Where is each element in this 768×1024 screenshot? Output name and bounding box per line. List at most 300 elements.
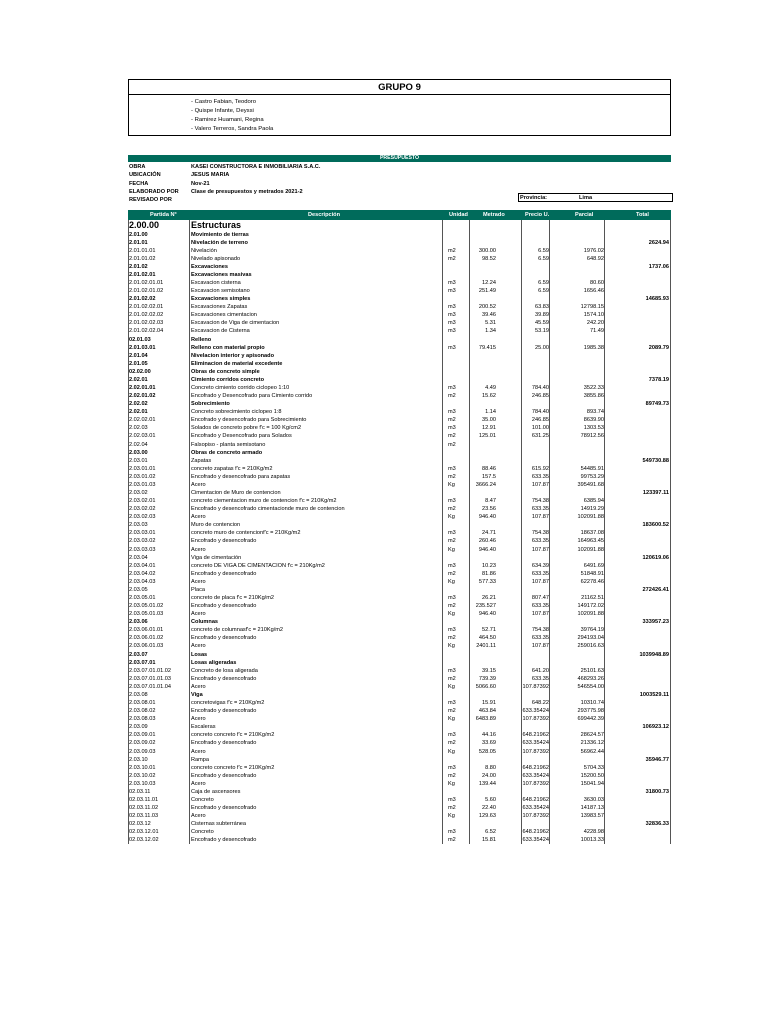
partida-cell: 2.03.02 bbox=[129, 490, 148, 496]
descripcion-cell: Encofrado y desencofrado bbox=[191, 837, 257, 844]
metrado-cell: 8.47 bbox=[485, 498, 496, 505]
unidad-cell: m3 bbox=[448, 409, 456, 416]
parcial-cell: 699442.39 bbox=[577, 716, 604, 723]
precio-cell: 633.35 bbox=[531, 675, 549, 682]
descripcion-cell: Concreto cimiento corrido ciclopeo 1:10 bbox=[191, 384, 290, 391]
partida-cell: 2.03.10 bbox=[129, 756, 148, 763]
table-row bbox=[128, 400, 671, 408]
descripcion-cell: Columnas bbox=[191, 619, 219, 626]
partida-cell: 02.03.11.02 bbox=[129, 805, 159, 812]
unidad-cell: m3 bbox=[448, 320, 456, 327]
unidad-cell: m2 bbox=[448, 506, 456, 513]
descripcion-cell: Acero bbox=[191, 578, 206, 585]
unidad-cell: m2 bbox=[448, 805, 456, 812]
metrado-cell: 44.16 bbox=[482, 732, 496, 739]
partida-cell: 2.03.09.02 bbox=[129, 740, 156, 747]
unidad-cell: m2 bbox=[448, 433, 456, 440]
table-row bbox=[128, 828, 671, 836]
descripcion-cell: Placa bbox=[191, 586, 205, 593]
parcial-cell: 5704.33 bbox=[583, 764, 604, 771]
partida-cell: 2.00.00 bbox=[129, 220, 160, 230]
partida-cell: 2.03.04 bbox=[129, 554, 148, 561]
descripcion-cell: Encofrado y Desencofrado para Cimiento corrido bbox=[191, 393, 313, 400]
partida-cell: 2.02.02 bbox=[129, 401, 148, 408]
unidad-cell: m3 bbox=[448, 627, 456, 634]
parcial-cell: 242.20 bbox=[586, 320, 604, 327]
descripcion-cell: Relleno bbox=[191, 336, 212, 343]
descripcion-cell: concreto concreto f'c = 210Kg/m2 bbox=[191, 732, 275, 739]
parcial-cell: 4228.98 bbox=[583, 829, 604, 836]
table-row bbox=[128, 764, 671, 772]
partida-cell: 2.03.06 bbox=[129, 619, 148, 626]
header-parcial: Parcial bbox=[575, 212, 594, 218]
partida-cell: 2.03.07.01 bbox=[129, 659, 156, 666]
partida-cell: 2.01.01 bbox=[129, 239, 148, 246]
unidad-cell: m3 bbox=[448, 304, 456, 311]
partida-cell: 2.03.08.01 bbox=[129, 700, 156, 707]
table-row bbox=[128, 529, 671, 537]
descripcion-cell: concreto de columnasf'c = 210Kg/m2 bbox=[191, 627, 284, 634]
table-row bbox=[128, 344, 671, 352]
descripcion-cell: Acero bbox=[191, 546, 206, 553]
metrado-cell: 3666.24 bbox=[475, 481, 496, 488]
descripcion-cell: Encofrado y desencofrado para Sobrecimiento bbox=[191, 417, 307, 424]
member-item: - Quispe Infante, Deyssi bbox=[191, 108, 254, 115]
parcial-cell: 71.49 bbox=[590, 328, 604, 335]
precio-cell: 39.89 bbox=[535, 312, 549, 319]
table-row bbox=[128, 473, 671, 481]
metrado-cell: 300.00 bbox=[478, 247, 496, 254]
unidad-cell: m3 bbox=[448, 796, 456, 803]
unidad-cell: m3 bbox=[448, 465, 456, 472]
descripcion-cell: Excavacion de Viga de cimentacion bbox=[191, 320, 280, 327]
parcial-cell: 54485.91 bbox=[580, 465, 604, 472]
precio-cell: 784.40 bbox=[531, 384, 549, 391]
parcial-cell: 10013.33 bbox=[580, 837, 604, 844]
unidad-cell: m2 bbox=[448, 837, 456, 844]
table-row bbox=[128, 311, 671, 319]
metrado-cell: 39.15 bbox=[482, 667, 496, 674]
metrado-cell: 1.14 bbox=[485, 409, 496, 416]
partida-cell: 02.03.11 bbox=[129, 788, 151, 795]
metrado-cell: 528.05 bbox=[478, 748, 496, 755]
parcial-cell: 80.60 bbox=[590, 279, 604, 286]
header-unidad: Unidad bbox=[449, 212, 468, 218]
precio-cell: 807.47 bbox=[531, 595, 549, 602]
descripcion-cell: Obras de concreto armado bbox=[191, 449, 263, 456]
descripcion-cell: Acero bbox=[191, 780, 206, 787]
precio-cell: 53.19 bbox=[535, 328, 549, 335]
unidad-cell: m3 bbox=[448, 425, 456, 432]
unidad-cell: m3 bbox=[448, 700, 456, 707]
precio-cell: 633.35424 bbox=[522, 772, 549, 779]
ubicacion-value: JESUS MARIA bbox=[191, 172, 230, 179]
table-row bbox=[128, 667, 671, 675]
partida-cell: 2.02.03.01 bbox=[129, 433, 156, 440]
unidad-cell: m2 bbox=[448, 603, 456, 610]
total-cell: 14685.93 bbox=[645, 296, 669, 303]
unidad-cell: m3 bbox=[448, 288, 456, 295]
partida-cell: 02.02.00 bbox=[129, 368, 151, 375]
table-row bbox=[128, 739, 671, 747]
table-row bbox=[128, 748, 671, 756]
partida-cell: 2.03.05.01.03 bbox=[129, 611, 164, 618]
provincia-value: Lima bbox=[579, 195, 593, 201]
table-row bbox=[128, 352, 671, 360]
precio-cell: 648.21962 bbox=[522, 796, 549, 803]
unidad-cell: m3 bbox=[448, 595, 456, 602]
precio-cell: 754.38 bbox=[531, 530, 549, 537]
descripcion-cell: Excavacion cisterna bbox=[191, 279, 241, 286]
total-cell: 89749.73 bbox=[645, 401, 669, 408]
descripcion-cell: Losas bbox=[191, 651, 208, 658]
parcial-cell: 39764.19 bbox=[580, 627, 604, 634]
descripcion-cell: Excavaciones Zapatas bbox=[191, 304, 248, 311]
parcial-cell: 149172.02 bbox=[577, 603, 604, 610]
unidad-cell: m3 bbox=[448, 732, 456, 739]
unidad-cell: m2 bbox=[448, 417, 456, 424]
partida-cell: 2.03.08.03 bbox=[129, 716, 156, 723]
total-cell: 183600.52 bbox=[642, 522, 669, 529]
precio-cell: 6.59 bbox=[538, 288, 549, 295]
table-row bbox=[128, 804, 671, 812]
parcial-cell: 395491.68 bbox=[577, 481, 604, 488]
precio-cell: 107.87392 bbox=[522, 780, 549, 787]
descripcion-cell: Nivelación bbox=[191, 247, 217, 254]
parcial-cell: 25101.63 bbox=[580, 667, 604, 674]
descripcion-cell: concreto concreto f'c = 210Kg/m2 bbox=[191, 764, 275, 771]
descripcion-cell: concreto DE VIGA DE CIMENTACION f'c = 210Kg/m2 bbox=[191, 562, 325, 569]
precio-cell: 107.87392 bbox=[522, 716, 549, 723]
members-list bbox=[191, 98, 273, 134]
descripcion-cell: Encofrado y desencofrado para zapatas bbox=[191, 473, 291, 480]
partida-cell: 02.03.11.01 bbox=[129, 796, 159, 803]
metrado-cell: 35.00 bbox=[482, 417, 496, 424]
descripcion-cell: Movimiento de tierras bbox=[191, 231, 249, 238]
metrado-cell: 6.52 bbox=[485, 829, 496, 836]
metrado-cell: 463.84 bbox=[478, 708, 496, 715]
table-row bbox=[128, 432, 671, 440]
table-row bbox=[128, 731, 671, 739]
table-row bbox=[128, 554, 671, 562]
partida-cell: 2.01.02.01.02 bbox=[129, 288, 164, 295]
partida-cell: 2.03.01.02 bbox=[129, 473, 156, 480]
presupuesto-banner bbox=[128, 155, 671, 162]
descripcion-cell: Cimiento corridos concreto bbox=[191, 376, 265, 383]
parcial-cell: 3630.03 bbox=[583, 796, 604, 803]
header-precio: Precio U. bbox=[525, 212, 550, 218]
precio-cell: 107.87392 bbox=[522, 683, 549, 690]
revisado-label: REVISADO POR bbox=[129, 197, 172, 204]
unidad-cell: m2 bbox=[448, 635, 456, 642]
precio-cell: 633.35424 bbox=[522, 805, 549, 812]
table-row bbox=[128, 715, 671, 723]
partida-cell: 2.03.05 bbox=[129, 586, 148, 593]
descripcion-cell: Excavacion semisotano bbox=[191, 288, 250, 295]
precio-cell: 648.21962 bbox=[522, 764, 549, 771]
metrado-cell: 10.23 bbox=[482, 562, 496, 569]
descripcion-cell: Nivelado apisonado bbox=[191, 255, 241, 262]
table-header bbox=[128, 210, 671, 220]
descripcion-cell: Nivelación de terreno bbox=[191, 239, 248, 246]
metrado-cell: 12.91 bbox=[482, 425, 496, 432]
unidad-cell: m2 bbox=[448, 740, 456, 747]
partida-cell: 2.03.10.03 bbox=[129, 780, 156, 787]
table-row bbox=[128, 255, 671, 263]
partida-cell: 2.03.05.01 bbox=[129, 595, 156, 602]
table-row bbox=[128, 683, 671, 691]
group-title bbox=[128, 79, 671, 95]
table-row bbox=[128, 271, 671, 279]
header-partida: Partida N° bbox=[150, 212, 177, 218]
precio-cell: 633.35 bbox=[531, 538, 549, 545]
partida-cell: 2.03.06.01.03 bbox=[129, 643, 164, 650]
unidad-cell: m2 bbox=[448, 255, 456, 262]
parcial-cell: 1574.10 bbox=[583, 312, 604, 319]
descripcion-cell: Viga de cimentación bbox=[191, 554, 242, 561]
table-row bbox=[128, 457, 671, 465]
parcial-cell: 102091.88 bbox=[577, 514, 604, 521]
descripcion-cell: Excavaciones masivas bbox=[191, 271, 252, 278]
descripcion-cell: Encofrado y desencofrado bbox=[191, 538, 257, 545]
descripcion-cell: Excavaciones cimentacion bbox=[191, 312, 257, 319]
table-row bbox=[128, 537, 671, 545]
ubicacion-label: UBICACIÓN bbox=[129, 172, 161, 179]
total-cell: 2089.79 bbox=[648, 344, 669, 351]
partida-cell: 02.03.12.02 bbox=[129, 837, 159, 844]
parcial-cell: 15041.94 bbox=[580, 780, 604, 787]
table-row bbox=[128, 634, 671, 642]
unidad-cell: Kg bbox=[448, 813, 455, 820]
parcial-cell: 21162.51 bbox=[581, 595, 604, 602]
parcial-cell: 21336.12 bbox=[580, 740, 604, 747]
partida-cell: 2.03.07.01.01.04 bbox=[129, 683, 171, 690]
partida-cell: 2.02.03 bbox=[129, 425, 148, 432]
table-row bbox=[128, 820, 671, 828]
partida-cell: 2.01.02.02.04 bbox=[129, 328, 164, 335]
partida-cell: 2.03.07 bbox=[129, 651, 148, 658]
partida-cell: 2.01.02.02.03 bbox=[129, 320, 164, 327]
descripcion-cell: Excavaciones simples bbox=[191, 296, 251, 303]
unidad-cell: Kg bbox=[448, 611, 455, 618]
table-row bbox=[128, 691, 671, 699]
table-row bbox=[128, 319, 671, 327]
parcial-cell: 259016.63 bbox=[577, 643, 604, 650]
precio-cell: 107.87 bbox=[531, 643, 549, 650]
table-row bbox=[128, 441, 671, 449]
metrado-cell: 33.69 bbox=[482, 740, 496, 747]
parcial-cell: 294193.04 bbox=[577, 635, 604, 642]
parcial-cell: 293775.98 bbox=[577, 708, 604, 715]
descripcion-cell: Nivelacion interior y apisonado bbox=[191, 352, 274, 359]
budget-sheet bbox=[128, 79, 671, 844]
descripcion-cell: Caja de ascensores bbox=[191, 788, 241, 795]
metrado-cell: 200.52 bbox=[478, 304, 496, 311]
precio-cell: 107.87 bbox=[531, 611, 549, 618]
total-cell: 120619.06 bbox=[642, 554, 669, 561]
metrado-cell: 2401.11 bbox=[476, 643, 496, 650]
unidad-cell: m3 bbox=[448, 344, 456, 351]
table-row bbox=[128, 578, 671, 586]
table-row bbox=[128, 497, 671, 505]
member-item: - Castro Fabian, Teodoro bbox=[191, 99, 257, 105]
total-cell: 7378.19 bbox=[648, 376, 669, 383]
parcial-cell: 1985.38 bbox=[583, 344, 604, 351]
table-row bbox=[128, 521, 671, 529]
table-row bbox=[128, 586, 671, 594]
table-row bbox=[128, 772, 671, 780]
total-cell: 31800.73 bbox=[645, 788, 669, 795]
partida-cell: 2.03.06.01.02 bbox=[129, 635, 164, 642]
metrado-cell: 12.24 bbox=[482, 279, 496, 286]
unidad-cell: Kg bbox=[448, 716, 455, 723]
metrado-cell: 125.01 bbox=[478, 433, 496, 440]
metrado-cell: 52.71 bbox=[482, 627, 496, 634]
descripcion-cell: Acero bbox=[191, 481, 206, 488]
metrado-cell: 260.46 bbox=[478, 538, 496, 545]
table-row bbox=[128, 780, 671, 788]
precio-cell: 246.85 bbox=[531, 393, 549, 400]
descripcion-cell: Concreto de losa aligerada bbox=[191, 667, 258, 674]
partida-cell: 2.01.02.01 bbox=[129, 271, 156, 278]
metrado-cell: 15.81 bbox=[482, 837, 496, 844]
descripcion-cell: Encofrado y desencofrado bbox=[191, 570, 257, 577]
partida-cell: 2.01.00 bbox=[129, 231, 148, 238]
partida-cell: 2.03.07.01.01.03 bbox=[129, 675, 171, 682]
unidad-cell: Kg bbox=[448, 481, 455, 488]
descripcion-cell: Encofrado y Desencofrado para Solados bbox=[191, 433, 292, 440]
unidad-cell: m3 bbox=[448, 328, 456, 335]
descripcion-cell: Encofrado y desencofrado cimentacionde muro de contencion bbox=[191, 506, 345, 513]
parcial-cell: 13983.57 bbox=[580, 813, 604, 820]
descripcion-cell: concretovigas f'c = 210Kg/m2 bbox=[191, 700, 265, 707]
parcial-cell: 164963.45 bbox=[577, 538, 604, 545]
header-descripcion: Descripción bbox=[308, 212, 341, 218]
table-row bbox=[128, 465, 671, 473]
descripcion-cell: Concreto bbox=[191, 829, 214, 836]
metrado-cell: 23.56 bbox=[482, 506, 496, 513]
table-row bbox=[128, 220, 671, 231]
table-row bbox=[128, 594, 671, 602]
partida-cell: 2.03.02.03 bbox=[129, 514, 156, 521]
parcial-cell: 893.74 bbox=[586, 409, 604, 416]
unidad-cell: m2 bbox=[448, 441, 456, 448]
unidad-cell: Kg bbox=[448, 643, 455, 650]
descripcion-cell: Falsopiso - planta semisotano bbox=[191, 441, 266, 448]
metrado-cell: 129.63 bbox=[478, 813, 496, 820]
metrado-cell: 5.31 bbox=[485, 320, 496, 327]
table-row bbox=[128, 602, 671, 610]
precio-cell: 107.87 bbox=[531, 481, 549, 488]
table-row bbox=[128, 408, 671, 416]
metrado-cell: 157.5 bbox=[482, 473, 496, 480]
partida-cell: 2.03.10.02 bbox=[129, 772, 156, 779]
total-cell: 35946.77 bbox=[645, 756, 669, 763]
unidad-cell: m3 bbox=[448, 498, 456, 505]
metrado-cell: 26.21 bbox=[482, 595, 496, 602]
table-row bbox=[128, 618, 671, 626]
partida-cell: 2.03.00 bbox=[129, 449, 148, 456]
metrado-cell: 946.40 bbox=[478, 546, 496, 553]
unidad-cell: m2 bbox=[448, 772, 456, 779]
unidad-cell: Kg bbox=[448, 546, 455, 553]
table-row bbox=[128, 570, 671, 578]
partida-cell: 2.02.01 bbox=[129, 376, 148, 383]
metrado-cell: 139.44 bbox=[478, 780, 496, 787]
parcial-cell: 3522.33 bbox=[583, 384, 604, 391]
metrado-cell: 577.33 bbox=[478, 578, 496, 585]
table-row bbox=[128, 626, 671, 634]
descripcion-cell: Eliminacion de material excedente bbox=[191, 360, 283, 367]
partida-cell: 2.03.04.03 bbox=[129, 578, 156, 585]
metrado-cell: 739.39 bbox=[478, 675, 496, 682]
precio-cell: 633.35 bbox=[531, 473, 549, 480]
partida-cell: 2.02.04 bbox=[129, 441, 148, 448]
unidad-cell: Kg bbox=[448, 748, 455, 755]
precio-cell: 633.35424 bbox=[522, 708, 549, 715]
table-row bbox=[128, 239, 671, 247]
partida-cell: 2.02.01 bbox=[129, 409, 148, 416]
table-row bbox=[128, 368, 671, 376]
descripcion-cell: concreto ciementacion muro de contencion f'c = 210Kg/m2 bbox=[191, 498, 337, 505]
descripcion-cell: Cisternas subterránea bbox=[191, 821, 247, 828]
total-cell: 1003529.11 bbox=[639, 691, 669, 698]
parcial-cell: 12798.15 bbox=[580, 304, 604, 311]
total-cell: 272426.41 bbox=[642, 586, 669, 593]
descripcion-cell: Encofrado y desencofrado bbox=[191, 635, 257, 642]
parcial-cell: 14919.29 bbox=[580, 506, 604, 513]
table-row bbox=[128, 231, 671, 239]
precio-cell: 6.59 bbox=[538, 279, 549, 286]
metrado-cell: 946.40 bbox=[478, 514, 496, 521]
parcial-cell: 6491.69 bbox=[583, 562, 604, 569]
total-cell: 333957.23 bbox=[642, 619, 669, 626]
metrado-cell: 79.415 bbox=[478, 344, 496, 351]
table-row bbox=[128, 327, 671, 335]
member-item: - Valero Terreros, Sandra Paola bbox=[191, 126, 274, 133]
members-box bbox=[128, 95, 671, 136]
descripcion-cell: Obras de concreto simple bbox=[191, 368, 260, 375]
parcial-cell: 15200.50 bbox=[580, 772, 604, 779]
precio-cell: 615.92 bbox=[531, 465, 549, 472]
partida-cell: 2.03.10.01 bbox=[129, 764, 156, 771]
descripcion-cell: Sobrecimiento bbox=[191, 401, 230, 408]
descripcion-cell: Acero bbox=[191, 514, 206, 521]
table-row bbox=[128, 360, 671, 368]
descripcion-cell: Encofrado y desencofrado bbox=[191, 675, 257, 682]
parcial-cell: 8639.90 bbox=[583, 417, 604, 424]
descripcion-cell: Acero bbox=[191, 813, 206, 820]
precio-cell: 754.38 bbox=[531, 498, 549, 505]
parcial-cell: 1656.46 bbox=[583, 288, 604, 295]
metrado-cell: 39.46 bbox=[482, 312, 496, 319]
metrado-cell: 946.40 bbox=[478, 611, 496, 618]
unidad-cell: m2 bbox=[448, 708, 456, 715]
parcial-cell: 102091.88 bbox=[577, 546, 604, 553]
precio-cell: 25.00 bbox=[535, 344, 549, 351]
partida-cell: 2.01.05 bbox=[129, 360, 148, 367]
partida-cell: 2.03.02.01 bbox=[129, 498, 156, 505]
precio-cell: 107.87 bbox=[531, 514, 549, 521]
descripcion-cell: Zapatas bbox=[191, 457, 212, 464]
descripcion-cell: Encofrado y desencofrado bbox=[191, 772, 257, 779]
unidad-cell: Kg bbox=[448, 578, 455, 585]
partida-cell: 2.03.09.03 bbox=[129, 748, 156, 755]
parcial-cell: 1303.53 bbox=[583, 425, 604, 432]
header-total: Total bbox=[636, 212, 649, 218]
metrado-cell: 5066.60 bbox=[475, 683, 496, 690]
partida-cell: 2.03.01.01 bbox=[129, 465, 156, 472]
